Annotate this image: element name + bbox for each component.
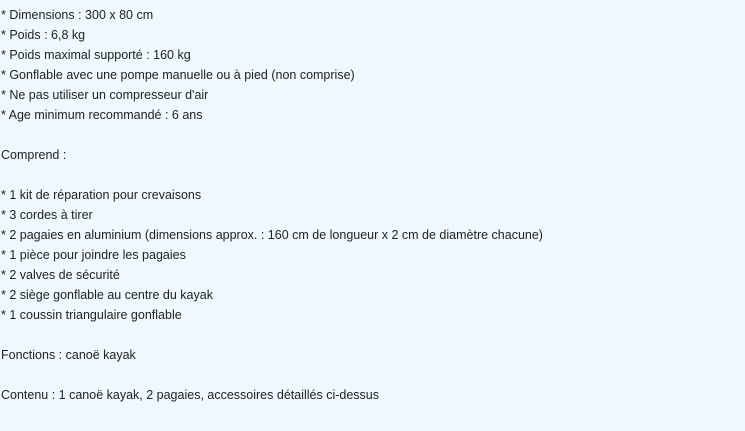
spec-dimensions: * Dimensions : 300 x 80 cm [1,8,154,22]
product-description [0,5,745,405]
spec-inflation: * Gonflable avec une pompe manuelle ou à pied (non comprise) [1,68,355,82]
includes-list [1,185,745,325]
spec-weight: * Poids : 6,8 kg [1,28,86,42]
spec-min-age: * Age minimum recommandé : 6 ans [1,108,203,122]
include-item: * 2 valves de sécurité [1,268,120,282]
include-item: * 2 siège gonflable au centre du kayak [1,288,213,302]
functions-line: Fonctions : canoë kayak [1,348,136,362]
specs-list [1,5,745,125]
spec-max-load: * Poids maximal supporté : 160 kg [1,48,191,62]
contents-line: Contenu : 1 canoë kayak, 2 pagaies, accessoires détaillés ci-dessus [1,388,379,402]
includes-heading: Comprend : [1,148,67,162]
spec-no-compressor: * Ne pas utiliser un compresseur d'air [1,88,209,102]
include-item: * 1 coussin triangulaire gonflable [1,308,182,322]
include-item: * 1 pièce pour joindre les pagaies [1,248,186,262]
include-item: * 3 cordes à tirer [1,208,93,222]
include-item: * 1 kit de réparation pour crevaisons [1,188,202,202]
include-item: * 2 pagaies en aluminium (dimensions approx. : 160 cm de longueur x 2 cm de diamètre chacune) [1,228,543,242]
